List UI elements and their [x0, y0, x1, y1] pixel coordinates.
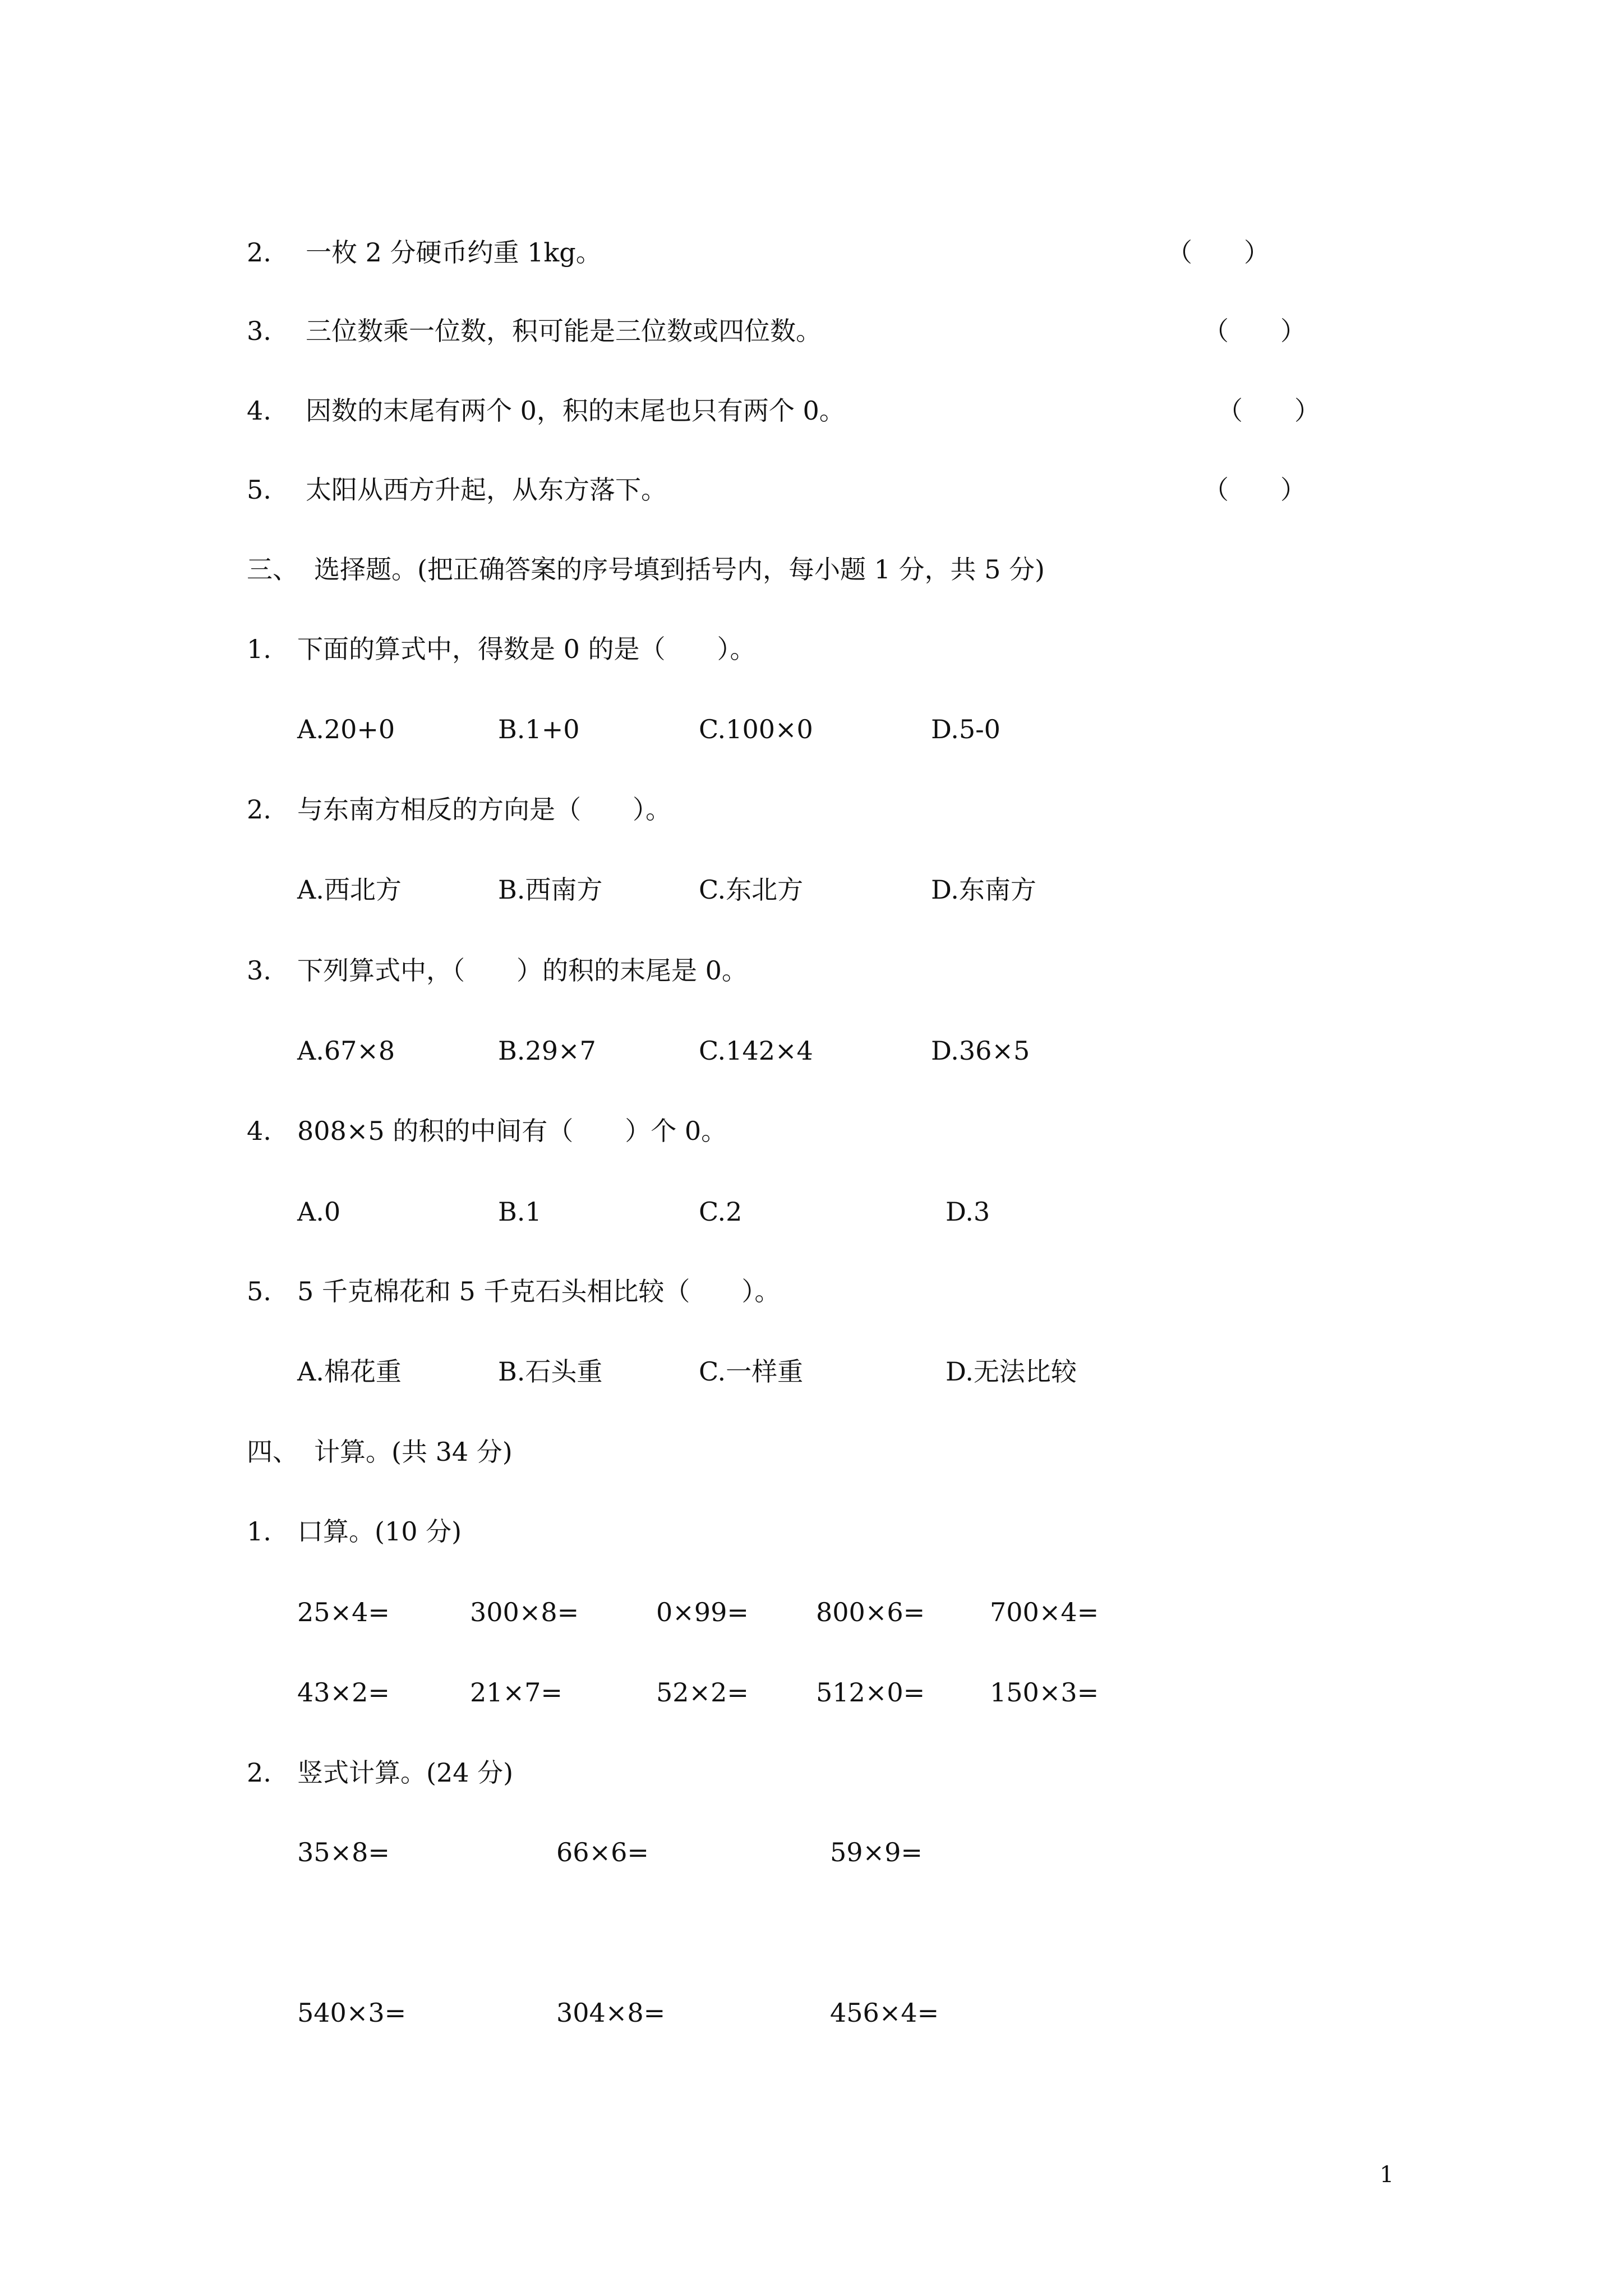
choice-4-number: 4.	[247, 1116, 271, 1146]
choice-2-number: 2.	[247, 794, 271, 825]
section-4-number: 四、	[247, 1437, 298, 1467]
choice-3-text: 下列算式中，（ ）的积的末尾是 0。	[297, 955, 748, 986]
vertical-title: 竖式计算。(24 分)	[297, 1757, 514, 1788]
choice-2-option-b[interactable]: B.西南方	[498, 875, 603, 905]
choice-3-option-a[interactable]: A.67×8	[297, 1036, 395, 1066]
vertical-number: 2.	[247, 1757, 271, 1788]
oral-problem[interactable]: 300×8=	[470, 1597, 579, 1627]
judge-2-number: 2.	[247, 237, 271, 268]
choice-3-option-d[interactable]: D.36×5	[931, 1036, 1030, 1066]
choice-1-option-d[interactable]: D.5-0	[931, 714, 1000, 744]
choice-3-option-c[interactable]: C.142×4	[699, 1036, 813, 1066]
choice-2-option-d[interactable]: D.东南方	[931, 875, 1036, 905]
choice-2-option-c[interactable]: C.东北方	[699, 875, 804, 905]
oral-problem[interactable]: 52×2=	[656, 1677, 749, 1708]
section-4-title: 计算。(共 34 分)	[314, 1437, 513, 1467]
choice-5-option-d[interactable]: D.无法比较	[946, 1356, 1077, 1387]
judge-5-number: 5.	[247, 475, 271, 505]
judge-4-text: 因数的末尾有两个 0，积的末尾也只有两个 0。	[306, 395, 845, 426]
judge-3-answer-bracket[interactable]: （ ）	[1203, 316, 1306, 346]
choice-5-option-b[interactable]: B.石头重	[498, 1356, 603, 1387]
section-3-number: 三、	[247, 554, 298, 585]
vertical-problem[interactable]: 304×8=	[556, 1998, 666, 2028]
section-3-title: 选择题。(把正确答案的序号填到括号内，每小题 1 分，共 5 分)	[314, 554, 1045, 585]
choice-4-text: 808×5 的积的中间有（ ）个 0。	[297, 1116, 727, 1146]
choice-1-text: 下面的算式中，得数是 0 的是（ ）。	[297, 634, 756, 664]
choice-2-text: 与东南方相反的方向是（ ）。	[297, 794, 671, 825]
judge-5-answer-bracket[interactable]: （ ）	[1203, 475, 1306, 505]
vertical-problem[interactable]: 456×4=	[830, 1998, 939, 2028]
choice-1-option-b[interactable]: B.1+0	[498, 714, 580, 744]
vertical-problem[interactable]: 540×3=	[297, 1998, 407, 2028]
judge-4-number: 4.	[247, 395, 271, 426]
choice-5-option-a[interactable]: A.棉花重	[297, 1356, 402, 1387]
judge-2-answer-bracket[interactable]: （ ）	[1166, 237, 1270, 268]
judge-3-number: 3.	[247, 316, 271, 346]
oral-title: 口算。(10 分)	[297, 1516, 462, 1547]
oral-problem[interactable]: 25×4=	[297, 1597, 390, 1627]
judge-5-text: 太阳从西方升起，从东方落下。	[306, 475, 667, 505]
choice-4-option-d[interactable]: D.3	[946, 1197, 990, 1227]
choice-3-option-b[interactable]: B.29×7	[498, 1036, 596, 1066]
oral-problem[interactable]: 512×0=	[816, 1677, 925, 1708]
oral-number: 1.	[247, 1516, 271, 1547]
vertical-problem[interactable]: 59×9=	[830, 1837, 923, 1867]
oral-problem[interactable]: 0×99=	[656, 1597, 749, 1627]
oral-problem[interactable]: 150×3=	[990, 1677, 1099, 1708]
judge-2-text: 一枚 2 分硬币约重 1kg。	[306, 237, 602, 268]
oral-problem[interactable]: 21×7=	[470, 1677, 562, 1708]
choice-1-option-a[interactable]: A.20+0	[297, 714, 395, 744]
choice-4-option-a[interactable]: A.0	[297, 1197, 341, 1227]
oral-problem[interactable]: 700×4=	[990, 1597, 1099, 1627]
choice-5-number: 5.	[247, 1276, 271, 1306]
vertical-problem[interactable]: 66×6=	[556, 1837, 649, 1867]
oral-problem[interactable]: 800×6=	[816, 1597, 925, 1627]
choice-4-option-c[interactable]: C.2	[699, 1197, 743, 1227]
choice-4-option-b[interactable]: B.1	[498, 1197, 542, 1227]
vertical-problem[interactable]: 35×8=	[297, 1837, 390, 1867]
judge-4-answer-bracket[interactable]: （ ）	[1217, 395, 1320, 426]
choice-2-option-a[interactable]: A.西北方	[297, 875, 402, 905]
page-number: 1	[1380, 2162, 1394, 2188]
choice-3-number: 3.	[247, 955, 271, 986]
choice-5-option-c[interactable]: C.一样重	[699, 1356, 804, 1387]
choice-1-number: 1.	[247, 634, 271, 664]
judge-3-text: 三位数乘一位数，积可能是三位数或四位数。	[306, 316, 822, 346]
oral-problem[interactable]: 43×2=	[297, 1677, 390, 1708]
choice-1-option-c[interactable]: C.100×0	[699, 714, 813, 744]
choice-5-text: 5 千克棉花和 5 千克石头相比较（ ）。	[297, 1276, 781, 1306]
